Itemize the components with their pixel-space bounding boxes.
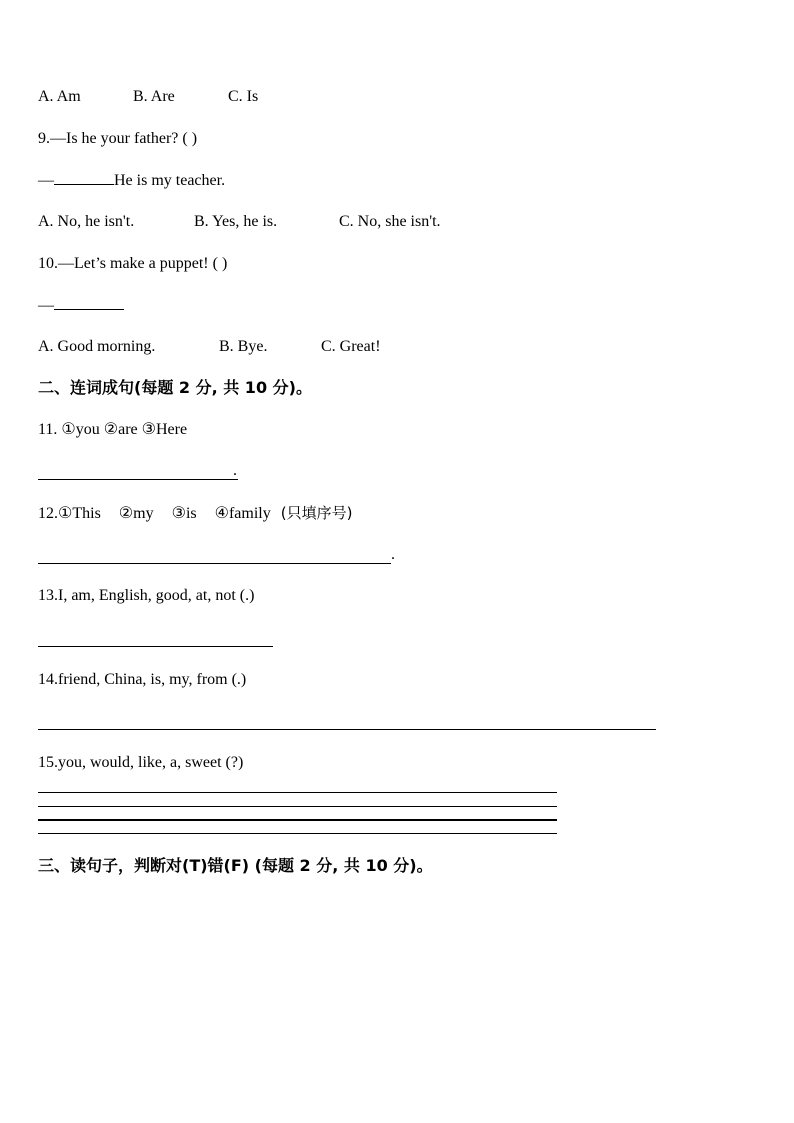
q12-word-2: ②my [118,505,154,522]
q11-answer-line[interactable] [38,479,238,480]
q9-dash: — [38,172,54,189]
q12-end-punct: . [391,546,395,563]
q10-answer-blank[interactable] [54,295,124,310]
q9-options [38,212,441,232]
q15-writing-line-1[interactable] [38,792,557,793]
q9-answer-line [38,170,225,191]
q11-end-punct: . [233,462,237,479]
q14-stem: 14.friend, China, is, my, from (.) [38,671,247,688]
q10-option-a: A. Good morning. [38,338,156,355]
q10-option-b: B. Bye. [219,338,268,355]
q15-writing-line-4[interactable] [38,833,557,834]
q13-stem: 13.I, am, English, good, at, not (.) [38,587,255,604]
q15-writing-line-2[interactable] [38,806,557,807]
q12-word-4: ④family [214,505,271,522]
section-3-title: 三、读句子，判断对(T)错(F) (每题 2 分, 共 10 分)。 [38,856,433,875]
q10-option-c: C. Great! [321,338,381,355]
q9-option-b: B. Yes, he is. [194,213,278,230]
q9-option-a: A. No, he isn't. [38,213,135,230]
q13-answer-line[interactable] [38,646,273,647]
q12-answer-line[interactable] [38,563,391,564]
q9-answer-blank[interactable] [54,170,114,185]
q15-stem: 15.you, would, like, a, sweet (?) [38,754,244,771]
q12-word-3: ③is [171,505,197,522]
q11-stem: 11. ①you ②are ③Here [38,421,188,438]
q15-writing-line-3[interactable] [38,819,557,821]
q10-options [38,337,381,357]
q14-answer-line[interactable] [38,729,656,730]
q9-stem: 9.—Is he your father? ( ) [38,130,198,147]
q10-answer-line [38,295,124,316]
q10-dash: — [38,297,54,314]
q8-option-a: A. Am [38,88,81,105]
q12-hint: (只填序号) [280,504,353,522]
q12-number: 12. [38,505,58,522]
q8-option-b: B. Are [133,88,175,105]
q10-stem: 10.—Let’s make a puppet! ( ) [38,255,228,272]
q9-option-c: C. No, she isn't. [339,213,441,230]
q12-word-1: ①This [58,505,101,522]
q12-stem [38,503,352,524]
q9-reply: He is my teacher. [114,172,226,189]
q8-option-c: C. Is [228,88,259,105]
section-2-title: 二、连词成句(每题 2 分, 共 10 分)。 [38,378,312,397]
q8-options [38,87,258,107]
